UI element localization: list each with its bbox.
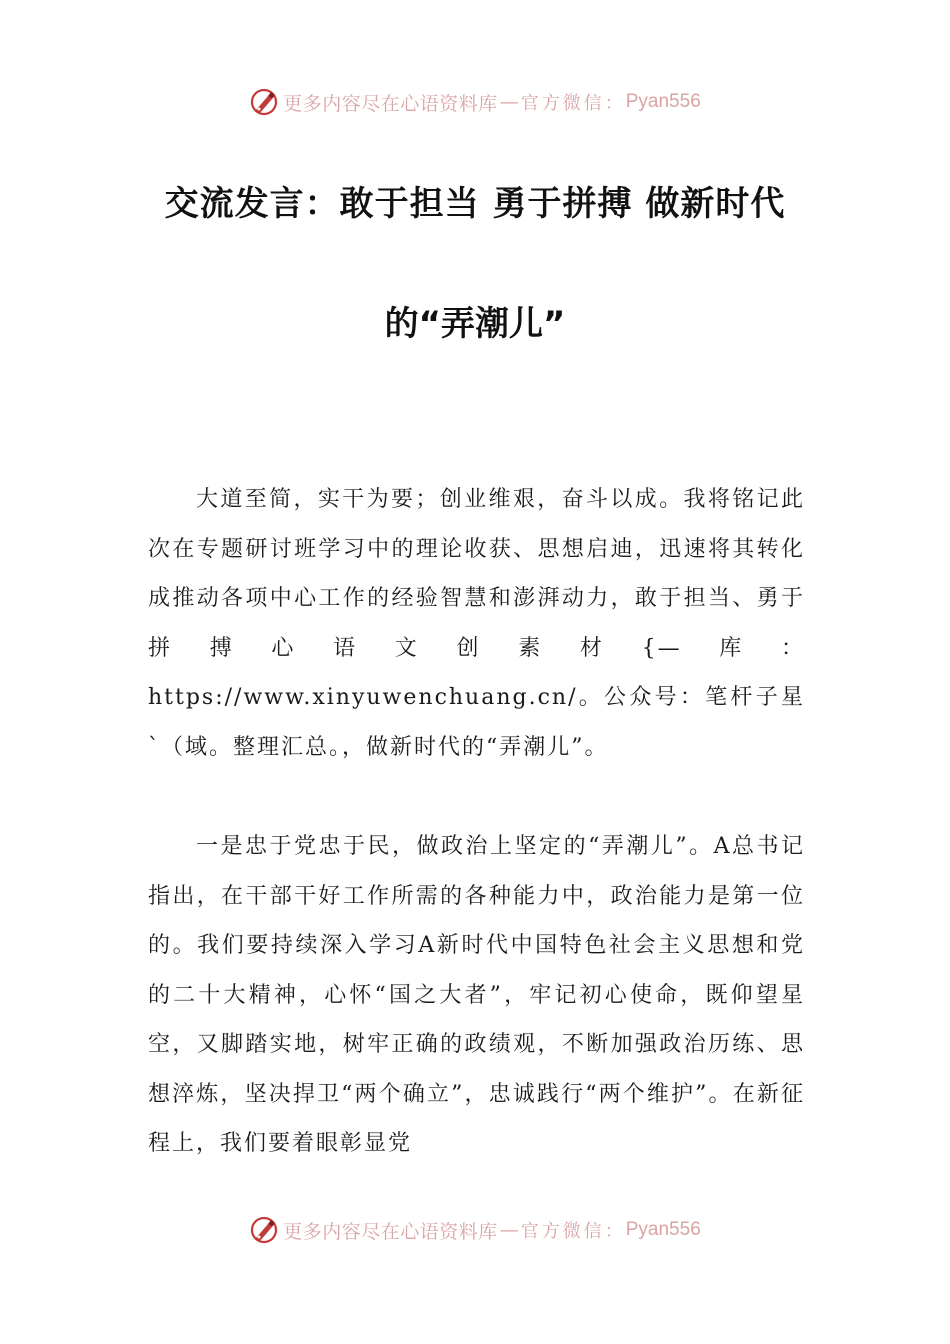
paragraph-intro bbox=[148, 475, 805, 772]
paragraph-text: 一是忠于党忠于民，做政治上坚定的“弄潮儿”。A总书记指出，在干部干好工作所需的各种能力中，政治能力是第一位的。我们要持续深入学习A新时代中国特色社会主义思想和党的二十大精神，心怀“国之大者”，牢记初心使命，既仰望星空，又脚踏实地，树牢正确的政绩观，不断加强政治历练、思想淬炼，坚决捍卫“两个确立”，忠诚践行“两个维护”。在新征程上，我们要着眼彰显党 bbox=[148, 834, 805, 1156]
watermark-wechat-label: 官方微信： bbox=[520, 1221, 626, 1242]
watermark-wechat-id: Pyan556 bbox=[625, 91, 701, 112]
watermark-footer bbox=[0, 1210, 950, 1250]
watermark-separator: — bbox=[499, 1219, 519, 1241]
document-title-line-2: 的“弄潮儿” bbox=[384, 304, 566, 344]
watermark-text: 更多内容尽在心语资料库 bbox=[283, 92, 498, 115]
paragraph-text: 大道至简，实干为要；创业维艰，奋斗以成。我将铭记此次在专题研讨班学习中的理论收获、思想启迪，迅速将其转化成推动各项中心工作的经验智慧和澎湃动力，敢于担当、勇于拼搏心语文创素材{—库：https://www.xinyuwenchuang.cn/。公众号：笔杆子星`（域。整理汇总。，做新时代的“弄潮儿”。 bbox=[148, 487, 805, 760]
watermark-wechat-id: Pyan556 bbox=[625, 1219, 701, 1240]
watermark-header bbox=[0, 82, 950, 122]
watermark-text: 更多内容尽在心语资料库 bbox=[283, 1220, 498, 1243]
pen-nib-logo-icon bbox=[249, 87, 279, 117]
pen-nib-logo-icon bbox=[249, 1215, 279, 1245]
watermark-separator: — bbox=[499, 91, 519, 113]
document-title-line-1: 交流发言：敢于担当 勇于拼搏 做新时代 bbox=[164, 184, 786, 224]
paragraph-point-one bbox=[148, 822, 805, 1169]
watermark-wechat-label: 官方微信： bbox=[520, 93, 626, 114]
